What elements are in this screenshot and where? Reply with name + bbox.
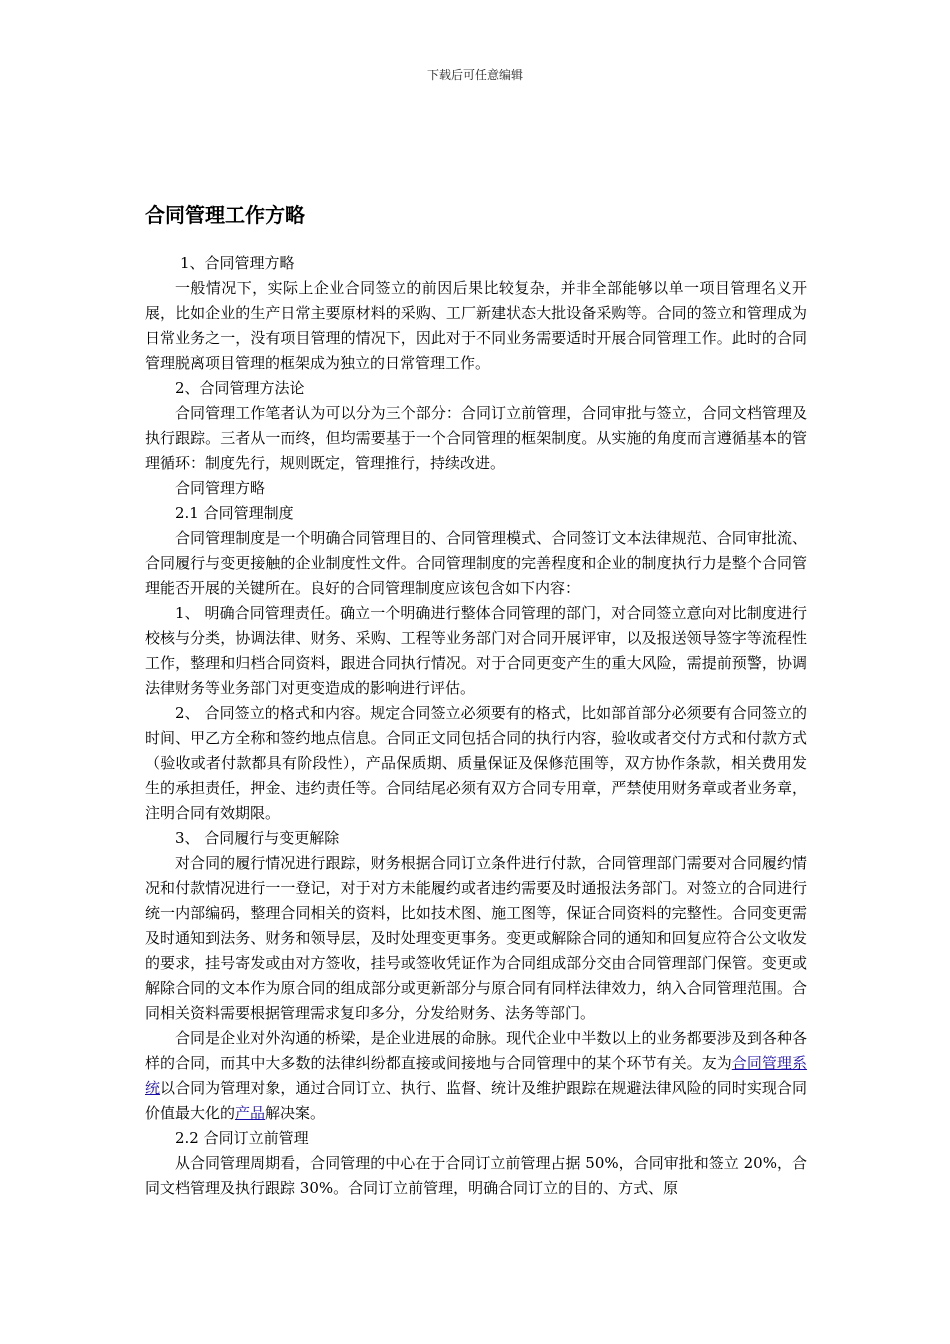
section-heading: 合同管理方略 xyxy=(175,479,266,497)
paragraph: 对合同的履行情况进行跟踪，财务根据合同订立条件进行付款，合同管理部门需要对合同履约情况和付款情况进行一一登记，对于对方未能履约或者违约需要及时通报法务部门。对签立的合同进行统一内部编码，整理合同相关的资料，比如技术图、施工图等，保证合同资料的完整性。合同变更需及时通知到法务、财务和领导层，及时处理变更事务。变更或解除合同的通知和回复应符合公文收发的要求，挂号寄发或由对方签收，挂号或签收凭证作为合同组成部分交由合同管理部门保管。变更或解除合同的文本作为原合同的组成部分或更新部分与原合同有同样法律效力，纳入合同管理范围。合同相关资料需要根据管理需求复印多分，分发给财务、法务等部门。 xyxy=(145,854,807,1022)
paragraph: 2、 合同签立的格式和内容。规定合同签立必须要有的格式，比如部首部分必须要有合同签立的时间、甲乙方全称和签约地点信息。合同正文同包括合同的执行内容，验收或者交付方式和付款方式（验收或者付款都具有阶段性），产品保质期、质量保证及保修范围等，双方协作条款，相关费用发生的承担责任，押金、违约责任等。合同结尾必须有双方合同专用章，严禁使用财务章或者业务章，注明合同有效期限。 xyxy=(145,704,807,822)
page-header-note: 下载后可任意编辑 xyxy=(426,68,523,82)
paragraph: 一般情况下，实际上企业合同签立的前因后果比较复杂，并非全部能够以单一项目管理名义开展，比如企业的生产日常主要原材料的采购、工厂新建状态大批设备采购等。合同的签立和管理成为日常业务之一，没有项目管理的情况下，因此对于不同业务需要适时开展合同管理工作。此时的合同管理脱离项目管理的框架成为独立的日常管理工作。 xyxy=(145,279,807,372)
paragraph: 合同管理制度是一个明确合同管理目的、合同管理模式、合同签订文本法律规范、合同审批流、合同履行与变更接触的企业制度性文件。合同管理制度的完善程度和企业的制度执行力是整个合同管理能否开展的关键所在。良好的合同管理制度应该包含如下内容： xyxy=(145,529,807,597)
paragraph: 合同管理工作笔者认为可以分为三个部分：合同订立前管理，合同审批与签立，合同文档管理及执行跟踪。三者从一而终，但均需要基于一个合同管理的框架制度。从实施的角度而言遵循基本的管理循环：制度先行，规则既定，管理推行，持续改进。 xyxy=(145,404,807,472)
paragraph-text: 合同是企业对外沟通的桥梁，是企业进展的命脉。现代企业中半数以上的业务都要涉及到各种各样的合同，而其中大多数的法律纠纷都直接或间接地与合同管理中的某个环节有关。友为 xyxy=(145,1029,807,1072)
paragraph-text: 解决案。 xyxy=(265,1104,326,1122)
section-heading: 1、合同管理方略 xyxy=(180,254,295,272)
document-body xyxy=(145,251,807,1201)
section-heading: 2.1 合同管理制度 xyxy=(175,504,294,522)
section-heading: 2、合同管理方法论 xyxy=(175,379,305,397)
product-link[interactable]: 产品 xyxy=(235,1104,266,1122)
paragraph-with-links xyxy=(145,1026,807,1126)
section-heading: 2.2 合同订立前管理 xyxy=(175,1129,309,1147)
paragraph: 1、 明确合同管理责任。确立一个明确进行整体合同管理的部门，对合同签立意向对比制度进行校核与分类，协调法律、财务、采购、工程等业务部门对合同开展评审，以及报送领导签字等流程性工作，整理和归档合同资料，跟进合同执行情况。对于合同更变产生的重大风险，需提前预警，协调法律财务等业务部门对更变造成的影响进行评估。 xyxy=(145,604,807,697)
section-heading: 3、 合同履行与变更解除 xyxy=(175,829,340,847)
paragraph-text: 以合同为管理对象，通过合同订立、执行、监督、统计及维护跟踪在规避法律风险的同时实现合同价值最大化的 xyxy=(145,1079,807,1122)
page-title: 合同管理工作方略 xyxy=(145,203,305,227)
paragraph: 从合同管理周期看，合同管理的中心在于合同订立前管理占据 50%，合同审批和签立 20%，合同文档管理及执行跟踪 30%。合同订立前管理，明确合同订立的目的、方式、原 xyxy=(145,1154,807,1197)
contract-system-link[interactable]: 合同管理系统 xyxy=(145,1054,807,1097)
